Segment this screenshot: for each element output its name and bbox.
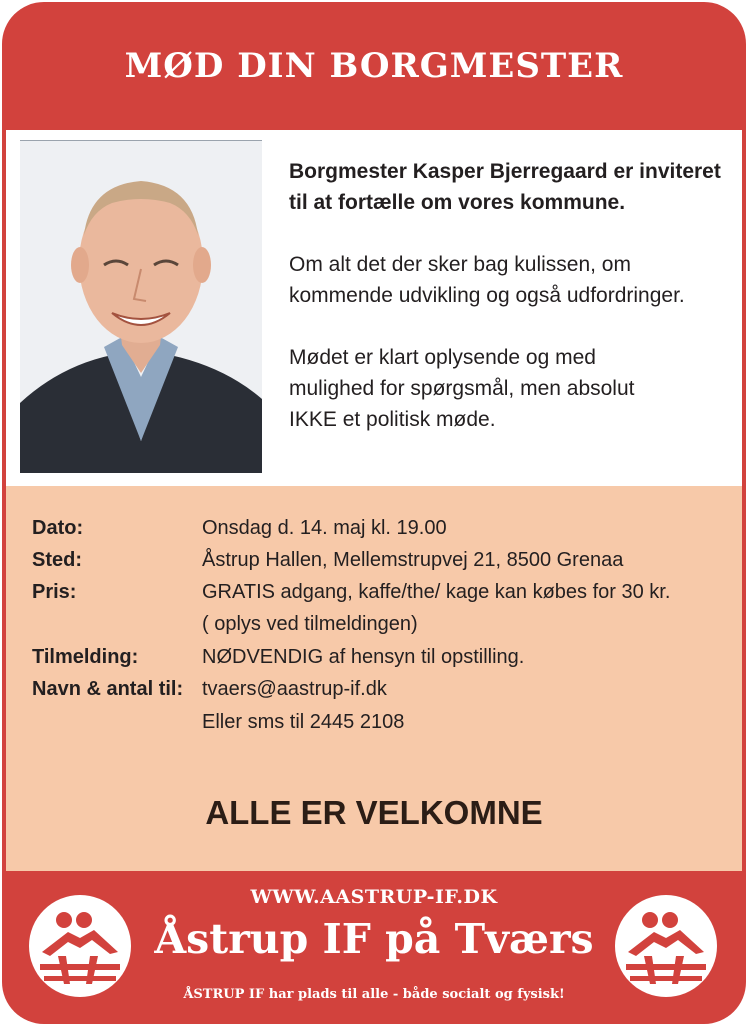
club-name: Åstrup IF på Tværs (154, 915, 594, 963)
detail-value: Åstrup Hallen, Mellemstrupvej 21, 8500 Grenaa (202, 549, 624, 571)
detail-label: Dato: (32, 517, 84, 539)
intro-paragraph-2 (289, 249, 729, 311)
intro-line: Om alt det der sker bag kulissen, om (289, 253, 631, 276)
intro-line: til at fortælle om vores kommune. (289, 191, 626, 214)
intro-line: Mødet er klart oplysende og med (289, 346, 596, 369)
intro-section (6, 130, 742, 486)
detail-value: GRATIS adgang, kaffe/the/ kage kan købes for 30 kr. (202, 581, 671, 603)
detail-label: Sted: (32, 549, 82, 571)
intro-paragraph-1 (289, 156, 729, 218)
contact-email[interactable]: tvaers@aastrup-if.dk (202, 678, 387, 700)
details-section (6, 486, 742, 871)
detail-value: ( oplys ved tilmeldingen) (202, 613, 418, 635)
detail-value: NØDVENDIG af hensyn til opstilling. (202, 646, 525, 668)
detail-label: Navn & antal til: (32, 678, 184, 700)
welcome-heading: ALLE ER VELKOMNE (205, 794, 543, 831)
intro-paragraph-3 (289, 342, 729, 435)
intro-line: kommende udvikling og også udfordringer. (289, 284, 685, 307)
intro-line: Borgmester Kasper Bjerregaard er inviteret (289, 160, 721, 183)
club-tagline: ÅSTRUP IF har plads til alle - både socialt og fysisk! (183, 987, 565, 1002)
detail-label: Tilmelding: (32, 646, 139, 668)
intro-line: mulighed for spørgsmål, men absolut (289, 377, 635, 400)
page-title: MØD DIN BORGMESTER (124, 46, 624, 86)
intro-text (289, 156, 729, 466)
intro-line: IKKE et politisk møde. (289, 408, 496, 431)
detail-value: Eller sms til 2445 2108 (202, 711, 405, 733)
club-website-link[interactable]: WWW.AASTRUP-IF.DK (250, 886, 498, 908)
detail-value: Onsdag d. 14. maj kl. 19.00 (202, 517, 447, 539)
detail-label: Pris: (32, 581, 77, 603)
club-logo-icon (614, 894, 718, 998)
flyer-card (2, 2, 746, 1024)
mayor-photo (20, 140, 262, 473)
